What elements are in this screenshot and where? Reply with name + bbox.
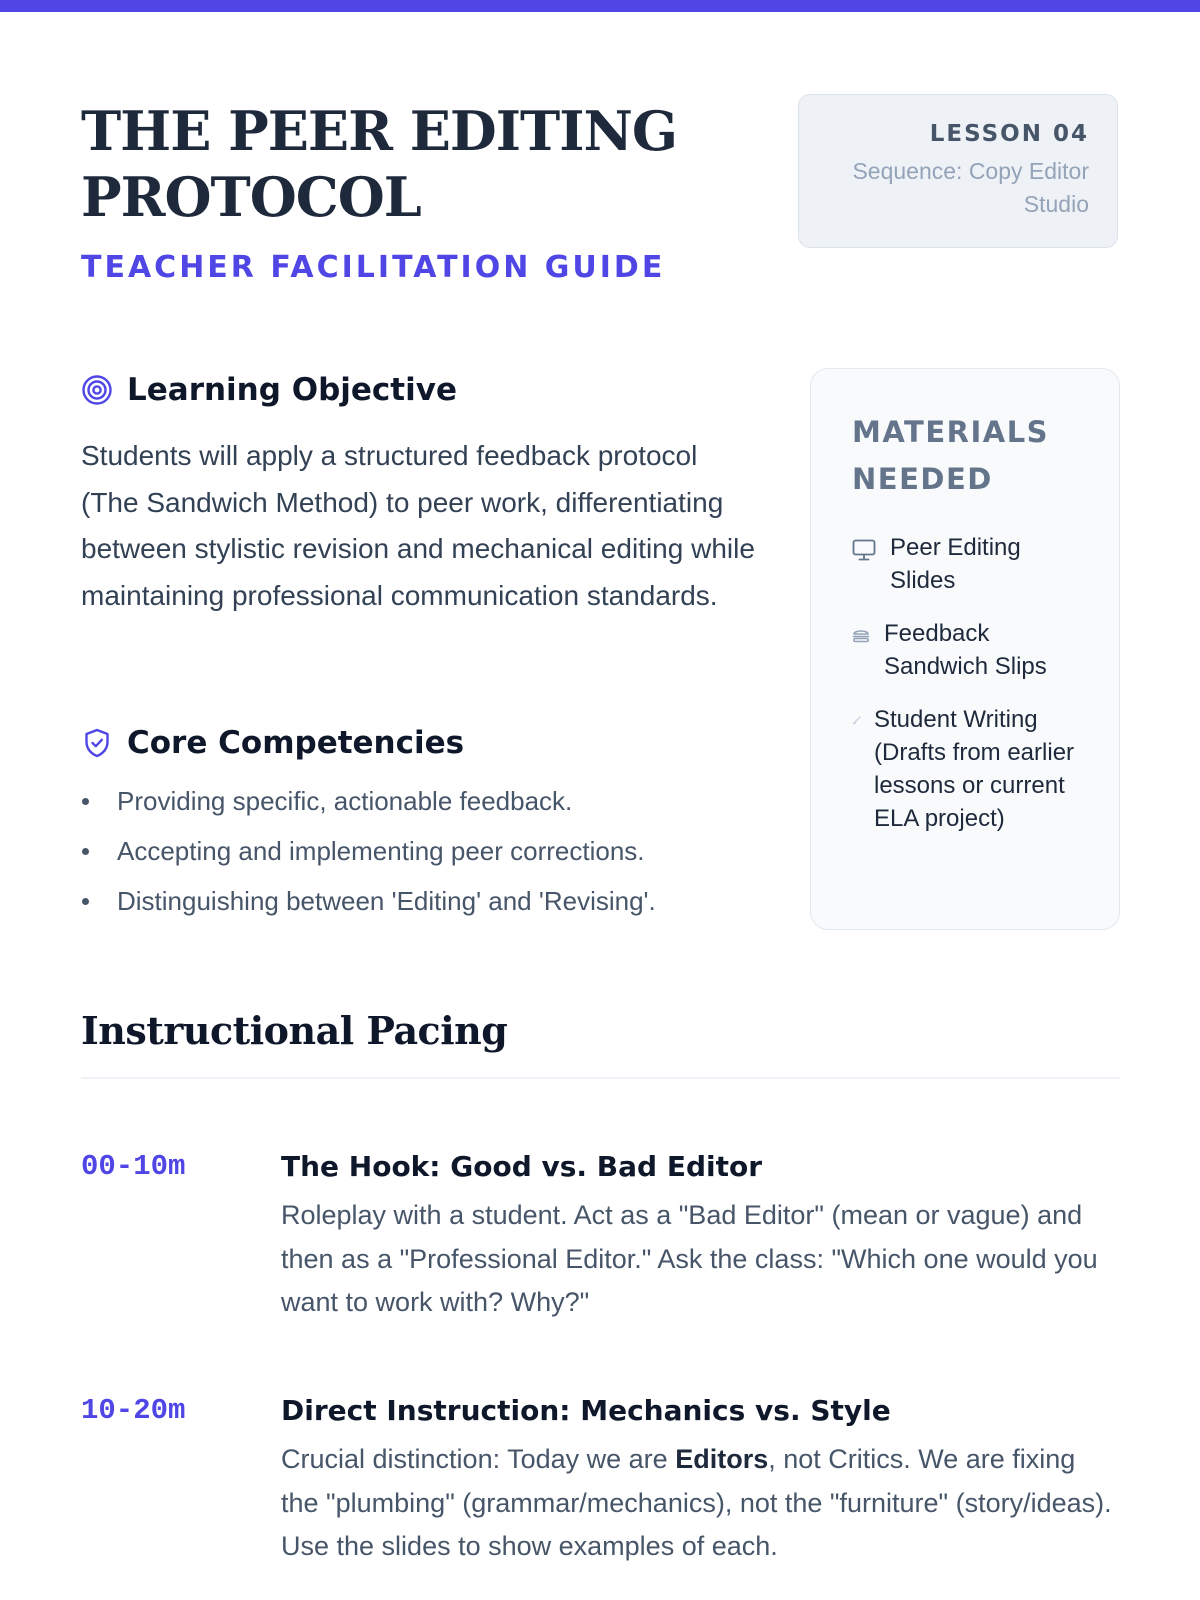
pen-icon [852, 715, 862, 725]
materials-card [810, 368, 1120, 930]
list-item [81, 836, 771, 886]
page-subtitle: TEACHER FACILITATION GUIDE [81, 250, 666, 285]
competencies-heading-label: Core Competencies [127, 725, 465, 761]
step-description: Roleplay with a student. Act as a "Bad Editor" (mean or vague) and then as a "Professional Editor." Ask the class: "Which one would you want to work with? Why?" [281, 1200, 1098, 1317]
competencies-heading [81, 725, 464, 761]
page-title [81, 98, 761, 230]
competency-text: Providing specific, actionable feedback. [117, 786, 573, 816]
list-item [81, 786, 771, 836]
lesson-sequence: Sequence: Copy Editor Studio [852, 158, 1089, 217]
pacing-divider [81, 1077, 1120, 1079]
step-description-emphasis: Editors [675, 1444, 769, 1474]
lesson-info-box [798, 94, 1118, 248]
competencies-list [81, 786, 771, 936]
competency-text: Distinguishing between 'Editing' and 'Revising'. [117, 886, 656, 916]
shield-check-icon [81, 727, 113, 759]
material-item [852, 531, 1089, 597]
material-item [852, 617, 1089, 683]
target-icon [81, 374, 113, 406]
sandwich-icon [852, 627, 872, 643]
step-time: 10-20m [81, 1394, 186, 1427]
material-label: Feedback Sandwich Slips [884, 620, 1047, 680]
materials-heading: MATERIALS NEEDED [852, 415, 1050, 496]
material-label: Student Writing (Drafts from earlier lessons or current ELA project) [874, 706, 1075, 832]
bullet-icon [82, 798, 89, 805]
step-title: Direct Instruction: Mechanics vs. Style [281, 1394, 891, 1427]
step-description-part: , not Critics. We are fixing the "plumbing" (grammar/mechanics), not the "furniture" (story/ideas). Use the slides to show examples of each. [281, 1444, 1112, 1561]
page-title-line-1: THE PEER EDITING [81, 99, 677, 163]
page-header [81, 98, 761, 285]
bullet-icon [82, 898, 89, 905]
step-description-part: Crucial distinction: Today we are [281, 1444, 676, 1474]
list-item [81, 886, 771, 936]
objective-text: Students will apply a structured feedback protocol (The Sandwich Method) to peer work, differentiating between stylistic revision and mechanical editing while maintaining professional communication standards. [81, 440, 755, 611]
competency-text: Accepting and implementing peer corrections. [117, 836, 645, 866]
step-body [281, 1394, 1120, 1569]
objective-heading-label: Learning Objective [127, 372, 457, 408]
page-title-line-2: PROTOCOL [81, 165, 421, 229]
bullet-icon [82, 848, 89, 855]
lesson-number: LESSON 04 [929, 121, 1089, 147]
material-label: Peer Editing Slides [890, 534, 1021, 594]
material-item [852, 703, 1089, 835]
step-body [281, 1150, 1120, 1325]
top-accent-bar [0, 0, 1200, 12]
step-description [281, 1438, 1120, 1569]
step-time: 00-10m [81, 1150, 186, 1183]
step-title: The Hook: Good vs. Bad Editor [281, 1150, 763, 1183]
objective-heading [81, 372, 457, 408]
pacing-heading: Instructional Pacing [81, 1008, 508, 1053]
monitor-icon [852, 539, 878, 561]
